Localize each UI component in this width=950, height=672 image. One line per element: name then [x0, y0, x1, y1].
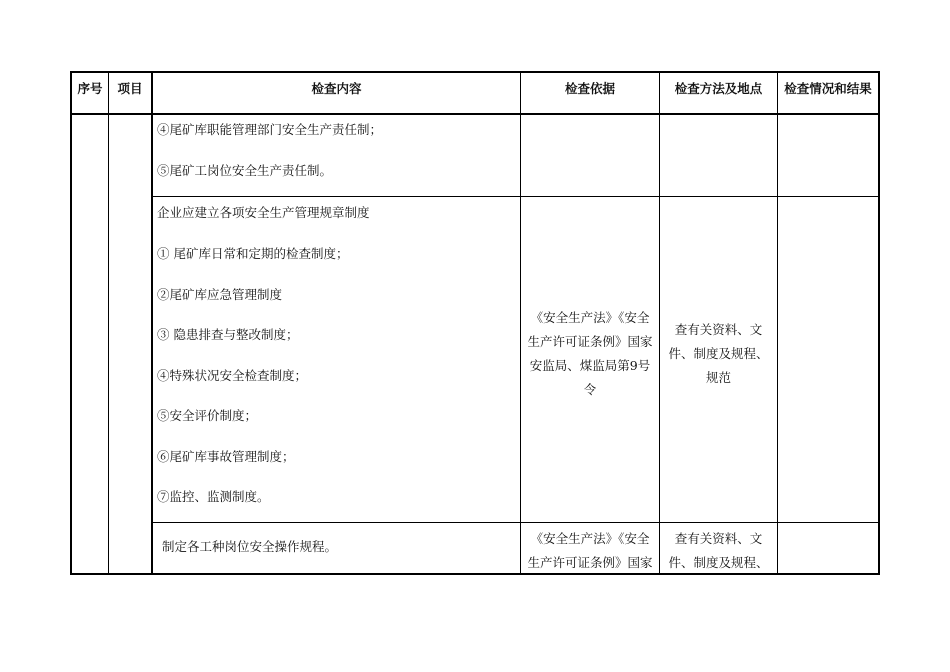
header-method: 检查方法及地点: [674, 81, 763, 96]
row1-content-line: ④尾矿库职能管理部门安全生产责任制；: [157, 122, 383, 137]
row3-method-line: 查有关资料、文: [674, 531, 763, 546]
table-top-border: [70, 71, 880, 73]
row3-content-line: 制定各工种岗位安全操作规程。: [162, 539, 338, 554]
row2-bottom-rule: [151, 522, 880, 523]
row2-content-line: ⑥尾矿库事故管理制度；: [157, 449, 295, 464]
row3-method-cell: [660, 527, 777, 575]
row2-basis-cell: [521, 306, 659, 402]
row2-method-line: 规范: [705, 370, 731, 385]
row2-method-cell: [660, 318, 777, 390]
row2-content-line: ②尾矿库应急管理制度: [157, 287, 283, 302]
col-divider-method: [777, 71, 778, 575]
row2-content-line: ⑦监控、监测制度。: [157, 489, 270, 504]
row2-basis-line: 生产许可证条例》国家: [527, 334, 653, 349]
row3-basis-line: 生产许可证条例》国家: [527, 555, 653, 570]
row2-content-line: ④特殊状况安全检查制度；: [157, 368, 308, 383]
row2-basis-line: 令: [583, 382, 597, 397]
table-right-border: [878, 71, 880, 575]
row3-method-line: 件、制度及规程、: [668, 555, 769, 570]
row2-content-line: 企业应建立各项安全生产管理规章制度: [157, 205, 370, 220]
row1-bottom-rule: [151, 196, 880, 197]
row3-basis-cell: [521, 527, 659, 575]
row2-content-line: ⑤安全评价制度；: [157, 408, 258, 423]
header-content: 检查内容: [311, 81, 362, 96]
header-item: 项目: [117, 81, 143, 96]
row1-content-line: ⑤尾矿工岗位安全生产责任制。: [157, 163, 333, 178]
row2-basis-line: 《安全生产法》《安全: [530, 310, 650, 325]
table-left-border: [70, 71, 72, 575]
row2-basis-line: 安监局、煤监局第9号: [529, 358, 651, 373]
row2-content-line: ③ 隐患排查与整改制度；: [157, 327, 299, 342]
col-divider-seq: [108, 71, 109, 575]
header-bottom-rule: [70, 113, 880, 115]
header-result: 检查情况和结果: [784, 81, 872, 96]
row2-content-line: ① 尾矿库日常和定期的检查制度；: [157, 246, 349, 261]
header-basis: 检查依据: [564, 81, 615, 96]
col-divider-item: [151, 71, 153, 575]
row2-method-line: 查有关资料、文: [674, 322, 763, 337]
row3-basis-line: 《安全生产法》《安全: [530, 531, 650, 546]
row2-method-line: 件、制度及规程、: [668, 346, 769, 361]
header-seq: 序号: [77, 81, 103, 96]
